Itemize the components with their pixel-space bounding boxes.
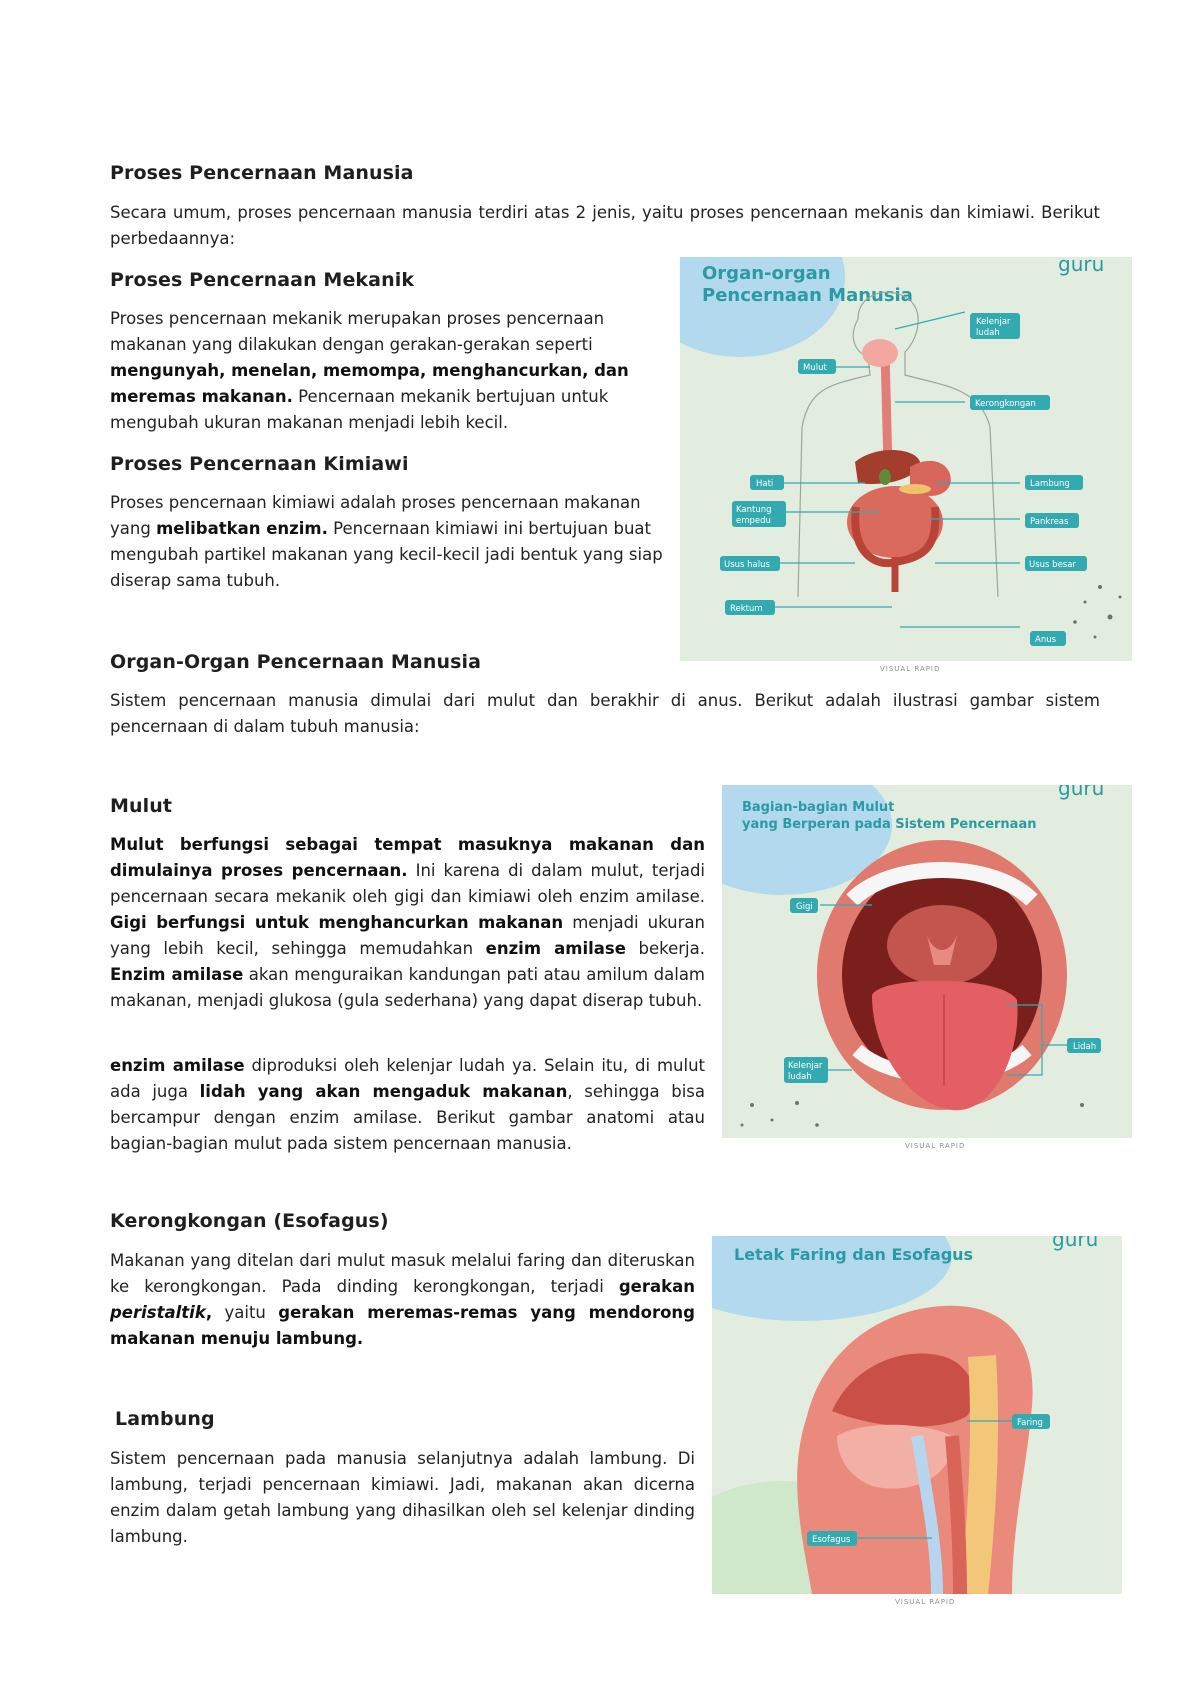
mulut-paragraph-2: enzim amilase diproduksi oleh kelenjar ludah ya. Selain itu, di mulut ada juga lidah yang akan mengaduk makanan, sehingga bisa bercampur dengan enzim amilase. Berikut gambar anatomi atau bagian-bagian mulut pada sistem pencernaan manusia. <box>110 1056 706 1153</box>
fig2-title-1: Bagian-bagian Mulut <box>742 800 895 815</box>
label-pankreas: Pankreas <box>1030 517 1069 527</box>
section-title-lambung: Lambung <box>115 1408 215 1430</box>
label-kelenjar-ludah: Kelenjar ludah <box>976 317 1011 338</box>
label-gigi: Gigi <box>796 902 813 912</box>
label-hati: Hati <box>756 479 774 489</box>
section-title-mekanik: Proses Pencernaan Mekanik <box>110 269 415 291</box>
figure-organ-pencernaan <box>680 257 1132 661</box>
label-rektum: Rektum <box>730 604 763 614</box>
section-title-esofagus: Kerongkongan (Esofagus) <box>110 1210 389 1232</box>
organ-paragraph: Sistem pencernaan manusia dimulai dari mulut dan berakhir di anus. Berikut adalah ilustrasi gambar sistem pencernaan di dalam tubuh manusia: <box>110 691 1100 736</box>
fig1-title-1: Organ-organ <box>702 263 831 284</box>
fig3-brand-logo: guru <box>1052 1236 1099 1251</box>
mouth-anatomy-illustration <box>722 785 1132 1138</box>
label-kelenjar-ludah-mulut: Kelenjar ludah <box>788 1061 823 1082</box>
pharynx-esophagus-illustration <box>712 1236 1122 1594</box>
section-title-organ: Organ-Organ Pencernaan Manusia <box>110 651 482 673</box>
label-mulut: Mulut <box>803 363 827 373</box>
label-usus-besar: Usus besar <box>1029 560 1076 570</box>
label-usus-halus: Usus halus <box>724 560 770 570</box>
fig2-brand-logo: guru <box>1058 785 1105 800</box>
mulut-paragraph-1: Mulut berfungsi sebagai tempat masuknya makanan dan dimulainya proses pencernaan. Ini karena di dalam mulut, terjadi pencernaan secara mekanik oleh gigi dan kimiawi oleh enzim amilase. Gigi berfungsi untuk menghancurkan makanan menjadi ukuran yang lebih kecil, sehingga memudahkan enzim amilase bekerja. Enzim amilase akan menguraikan kandungan pati atau amilum dalam makanan, menjadi glukosa (gula sederhana) yang dapat diserap tubuh. <box>110 835 706 1010</box>
fig3-title: Letak Faring dan Esofagus <box>734 1245 974 1264</box>
label-esofagus: Esofagus <box>812 1535 851 1545</box>
figure-bagian-mulut <box>722 785 1132 1138</box>
section-title-proses-pencernaan: Proses Pencernaan Manusia <box>110 162 414 184</box>
intro-paragraph: Secara umum, proses pencernaan manusia terdiri atas 2 jenis, yaitu proses pencernaan mekanis dan kimiawi. Berikut perbedaannya: <box>110 203 1100 248</box>
lambung-paragraph: Sistem pencernaan pada manusia selanjutnya adalah lambung. Di lambung, terjadi pencernaan kimiawi. Jadi, makanan akan dicerna enzim dalam getah lambung yang dihasilkan oleh sel kelenjar dinding lambung. <box>110 1449 695 1546</box>
label-anus: Anus <box>1035 635 1057 645</box>
fig2-credit: VISUAL RAPID <box>905 1142 966 1150</box>
fig1-brand-logo: guru <box>1058 257 1105 276</box>
label-kerongkongan: Kerongkongan <box>975 399 1036 409</box>
section-title-mulut: Mulut <box>110 795 173 817</box>
digestive-system-illustration <box>680 257 1132 661</box>
esofagus-paragraph: Makanan yang ditelan dari mulut masuk melalui faring dan diteruskan ke kerongkongan. Pada dinding kerongkongan, terjadi gerakan peristaltik, yaitu gerakan meremas-remas yang mendorong makanan menuju lambung. <box>110 1251 695 1348</box>
fig3-credit: VISUAL RAPID <box>895 1598 956 1606</box>
label-lambung: Lambung <box>1030 479 1070 489</box>
label-lidah: Lidah <box>1073 1042 1097 1052</box>
fig1-credit: VISUAL RAPID <box>880 665 941 673</box>
fig2-title-2: yang Berperan pada Sistem Pencernaan <box>742 817 1037 832</box>
kimiawi-paragraph: Proses pencernaan kimiawi adalah proses pencernaan makanan yang melibatkan enzim. Pencernaan kimiawi ini bertujuan buat mengubah partikel makanan yang kecil-kecil jadi bentuk yang siap diserap sama tubuh. <box>110 493 663 590</box>
label-faring: Faring <box>1017 1418 1043 1428</box>
label-kantung-empedu: Kantung empedu <box>736 505 772 526</box>
section-title-kimiawi: Proses Pencernaan Kimiawi <box>110 453 409 475</box>
figure-faring-esofagus <box>712 1236 1122 1594</box>
fig1-title-2: Pencernaan Manusia <box>702 285 913 306</box>
mekanik-paragraph: Proses pencernaan mekanik merupakan proses pencernaan makanan yang dilakukan dengan gerakan-gerakan seperti mengunyah, menelan, memompa, menghancurkan, dan meremas makanan. Pencernaan mekanik bertujuan untuk mengubah ukuran makanan menjadi lebih kecil. <box>110 309 629 432</box>
